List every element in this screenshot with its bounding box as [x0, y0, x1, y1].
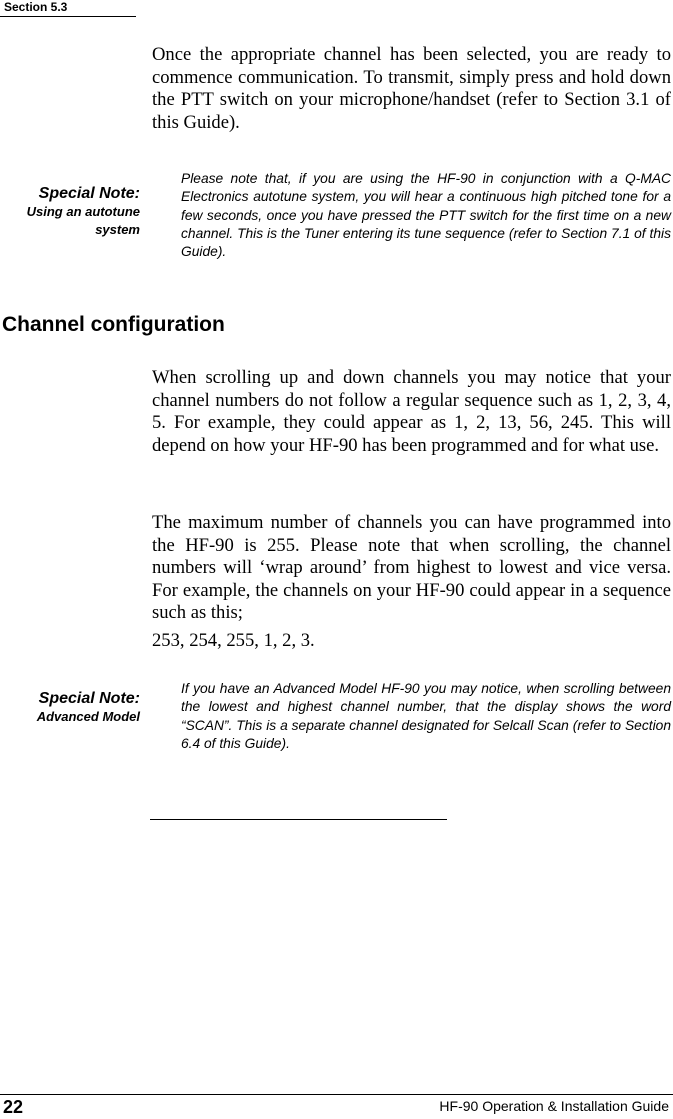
special-note-advanced-text: If you have an Advanced Model HF-90 you may notice, when scrolling between the lowest and highest channel number, that the display shows the word “SCAN”. This is a separate channel designated for Selcall Scan (refer to Section 6.4 of this Guide). [181, 681, 671, 751]
footer-title: HF-90 Operation & Installation Guide [439, 1098, 669, 1114]
footer-rule [0, 1094, 673, 1095]
footnote-rule [150, 819, 447, 820]
section-heading: Channel configuration [2, 313, 225, 336]
section-label: Section 5.3 [4, 0, 68, 14]
special-note-subtitle: Advanced Model [36, 709, 140, 724]
maximum-channels-paragraph: The maximum number of channels you can have programmed into the HF-90 is 255. Please note that when scrolling, the channel numbers will ‘wrap around’ from highest to lowest and vice versa. For example, the channels on your HF-90 could appear in a sequence such as this; [152, 512, 671, 624]
scrolling-paragraph: When scrolling up and down channels you may notice that your channel numbers do not follow a regular sequence such as 1, 2, 3, 4, 5. For example, they could appear as 1, 2, 13, 56, 245. This will depend on how your HF-90 has been programmed and for what use. [152, 367, 671, 456]
special-note-autotune-label [27, 184, 140, 239]
page-number: 22 [3, 1097, 24, 1117]
special-note-subtitle: system [95, 222, 140, 237]
special-note-title: Special Note: [38, 690, 140, 707]
special-note-advanced-label [37, 689, 140, 726]
special-note-subtitle: Using an autotune [26, 204, 140, 219]
header-rule [0, 16, 136, 17]
channel-sequence: 253, 254, 255, 1, 2, 3. [152, 630, 315, 651]
special-note-autotune-text: Please note that, if you are using the HF-90 in conjunction with a Q-MAC Electronics autotune system, you will hear a continuous high pitched tone for a few seconds, once you have pressed the PTT switch for the first time on a new channel. This is the Tuner entering its tune sequence (refer to Section 7.1 of this Guide). [181, 171, 671, 260]
special-note-title: Special Note: [38, 185, 140, 202]
transmit-paragraph: Once the appropriate channel has been selected, you are ready to commence communication. To transmit, simply press and hold down the PTT switch on your microphone/handset (refer to Section 3.1 of this Guide). [152, 44, 671, 133]
